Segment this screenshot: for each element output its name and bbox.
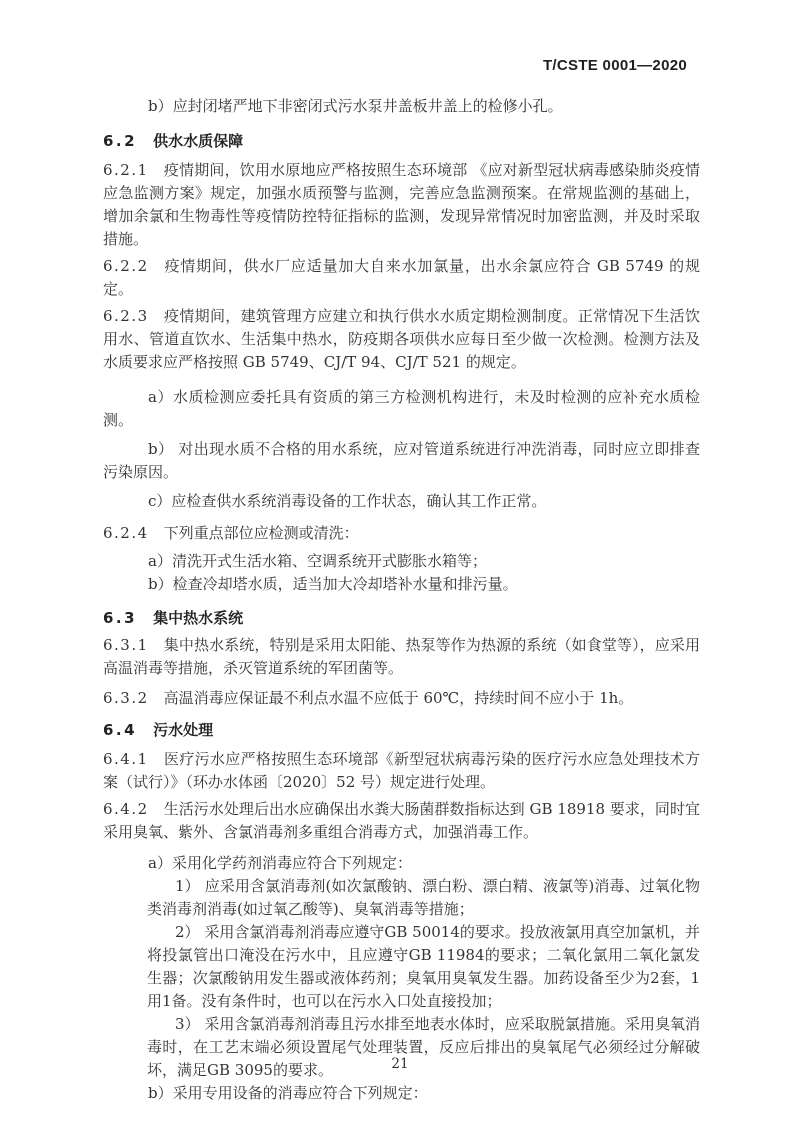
section-heading-6-3 (103, 607, 700, 630)
clause-number: 6.4.2 (103, 800, 149, 818)
section-number: 6.2 (103, 132, 138, 150)
list-item-a-clean-tanks: a）清洗开式生活水箱、空调系统开式膨胀水箱等； (148, 552, 487, 570)
clause-6-2-4 (103, 522, 700, 545)
sub-item-1-chlorine-agents: 1） 应采用含氯消毒剂(如次氯酸钠、漂白粉、漂白精、液氯等)消毒、过氧化物类消毒剂消毒(如过氧乙酸等)、臭氧消毒等措施； (147, 877, 700, 918)
section-number: 6.3 (103, 609, 138, 627)
section-title: 污水处理 (153, 721, 214, 739)
doc-code: T/CSTE 0001—2020 (542, 57, 687, 74)
clause-text: 疫情期间，饮用水原地应严格按照生态环境部 《应对新型冠状病毒感染肺炎疫情应急监测方案》规定，加强水质预警与监测，完善应急监测预案。在常规监测的基础上，增加余氯和生物毒性等疫情防控特征指标的监测，发现异常情况时加密监测，并及时采取措施。 (103, 161, 700, 248)
section-number: 6.4 (103, 721, 138, 739)
list-item-b-special-equipment: b）采用专用设备的消毒应符合下列规定： (148, 1084, 428, 1102)
clause-text: 下列重点部位应检测或清洗： (163, 524, 359, 542)
clause-6-4-2 (103, 798, 700, 844)
clause-6-4-1 (103, 748, 700, 794)
section-heading-6-4 (103, 719, 700, 742)
clause-6-3-2 (103, 687, 700, 710)
clause-text: 疫情期间，建筑管理方应建立和执行供水水质定期检测制度。正常情况下生活饮用水、管道直饮水、生活集中热水，防疫期各项供水应每日至少做一次检测。检测方法及水质要求应严格按照 GB 5749、CJ/T 94、CJ/T 521 的规定。 (103, 307, 700, 371)
clause-text: 高温消毒应保证最不利点水温不应低于 60℃，持续时间不应小于 1h。 (163, 689, 634, 707)
clause-number: 6.3.1 (103, 636, 149, 654)
clause-number: 6.4.1 (103, 750, 149, 768)
clause-number: 6.2.2 (103, 257, 149, 275)
list-item-c-check-equipment: c）应检查供水系统消毒设备的工作状态，确认其工作正常。 (148, 492, 547, 510)
page-number: 21 (391, 1056, 409, 1072)
clause-text: 医疗污水应严格按照生态环境部《新型冠状病毒污染的医疗污水应急处理技术方案（试行）》（环办水体函〔2020〕52 号）规定进行处理。 (103, 750, 700, 791)
clause-6-2-3 (103, 305, 700, 374)
clause-number: 6.3.2 (103, 689, 149, 707)
section-title: 集中热水系统 (153, 609, 244, 627)
sub-item-2-dosing-equipment: 2） 采用含氯消毒剂消毒应遵守GB 50014的要求。投放液氯用真空加氯机，并将投氯管出口淹没在污水中，且应遵守GB 11984的要求；二氧化氯用二氧化氯发生器；次氯酸钠用发生器或液体药剂；臭氧用臭氧发生器。加药设备至少为2套，1用1备。没有条件时，也可以在污水入口处直接投加； (147, 923, 700, 1010)
list-item-a-water-test: a）水质检测应委托具有资质的第三方检测机构进行，未及时检测的应补充水质检测。 (103, 388, 700, 429)
sub-item-3-dechlorination: 3） 采用含氯消毒剂消毒且污水排至地表水体时，应采取脱氯措施。采用臭氧消毒时，在工艺末端必须设置尾气处理装置，反应后排出的臭氧尾气必须经过分解破坏，满足GB 3095的要求。 (147, 1015, 700, 1079)
document-body (103, 95, 700, 1105)
list-item-b-cooling-tower: b）检查冷却塔水质，适当加大冷却塔补水量和排污量。 (148, 575, 518, 593)
clause-6-3-1 (103, 634, 700, 680)
list-item-b-flush-disinfect: b） 对出现水质不合格的用水系统，应对管道系统进行冲洗消毒，同时应立即排查污染原因。 (103, 440, 700, 481)
clause-number: 6.2.3 (103, 307, 149, 325)
section-heading-6-2 (103, 130, 700, 153)
list-item-b-seal-holes: b）应封闭堵严地下非密闭式污水泵井盖板井盖上的检修小孔。 (148, 97, 563, 115)
clause-text: 疫情期间，供水厂应适量加大自来水加氯量，出水余氯应符合 GB 5749 的规定。 (103, 257, 700, 298)
clause-6-2-2 (103, 255, 700, 301)
section-title: 供水水质保障 (153, 132, 244, 150)
clause-number: 6.2.4 (103, 524, 149, 542)
clause-number: 6.2.1 (103, 161, 149, 179)
clause-6-2-1 (103, 159, 700, 251)
clause-text: 生活污水处理后出水应确保出水粪大肠菌群数指标达到 GB 18918 要求，同时宜采用臭氧、紫外、含氯消毒剂多重组合消毒方式，加强消毒工作。 (103, 800, 700, 841)
clause-text: 集中热水系统，特别是采用太阳能、热泵等作为热源的系统（如食堂等），应采用高温消毒等措施，杀灭管道系统的军团菌等。 (103, 636, 700, 677)
list-item-a-chemical-disinfection: a）采用化学药剂消毒应符合下列规定： (148, 854, 412, 872)
